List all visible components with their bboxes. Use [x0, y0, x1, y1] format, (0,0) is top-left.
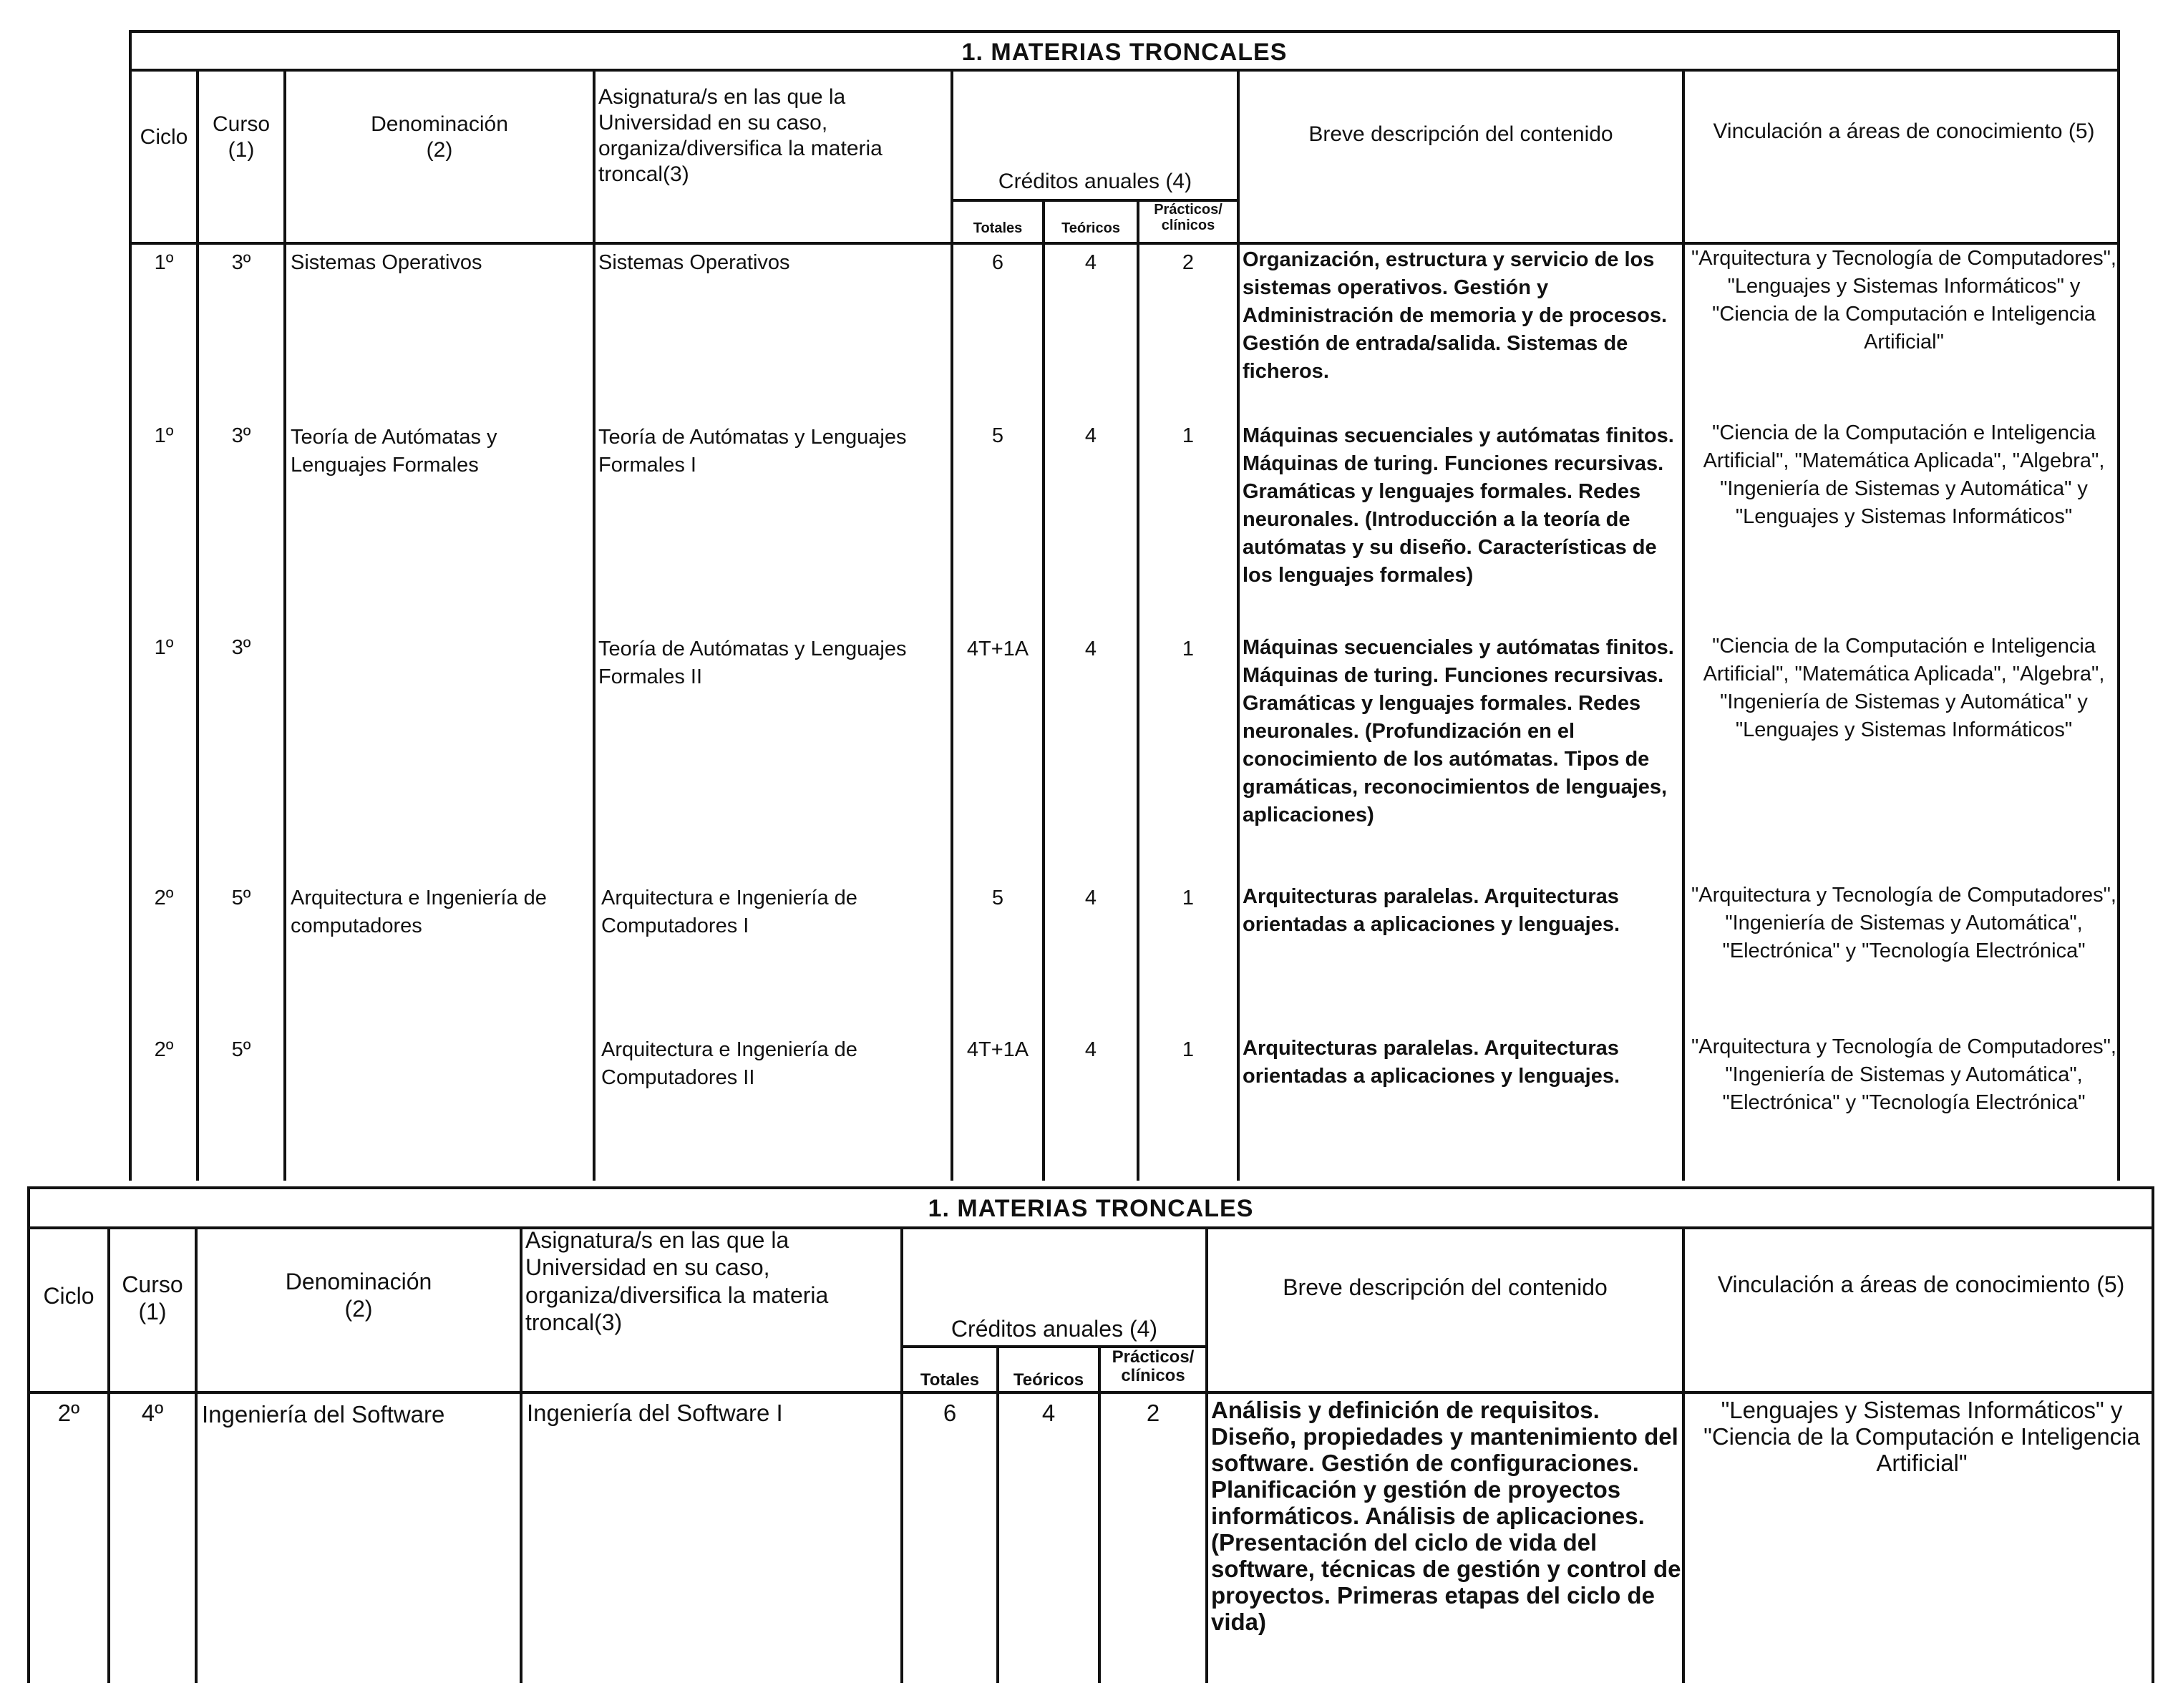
cell-descripcion: Organización, estructura y servicio de los sistemas operativos. Gestión y Administración de memoria y de procesos. Gestión de entrada/salida. Sistemas de ficheros. [1243, 248, 1668, 383]
cell-ciclo: 2º [154, 887, 174, 909]
header-curso: Curso (1) [212, 112, 271, 162]
cell-totales: 4T+1A [966, 1038, 1029, 1061]
table-materias-troncales-2 [27, 1186, 2154, 1683]
cell-teoricos: 4 [1084, 887, 1097, 909]
header-descripcion: Breve descripción del contenido [1308, 122, 1613, 146]
header-totales: Totales [973, 220, 1023, 236]
cell-vinculacion: "Arquitectura y Tecnología de Computadores", "Ingeniería de Sistemas y Automática", "Electrónica" y "Tecnología Electrónica" [1691, 1035, 2116, 1114]
cell-denominacion: Teoría de Autómatas y Lenguajes Formales [291, 426, 497, 477]
cell-teoricos: 4 [1084, 1038, 1097, 1061]
cell-asignatura: Teoría de Autómatas y Lenguajes Formales I [598, 426, 907, 477]
cell-vinculacion: "Lenguajes y Sistemas Informáticos" y "Ciencia de la Computación e Inteligencia Artificial" [1703, 1397, 2140, 1476]
header-teoricos: Teóricos [1013, 1370, 1084, 1390]
cell-practicos: 2 [1146, 1400, 1160, 1426]
cell-curso: 3º [231, 636, 251, 659]
cell-ciclo: 1º [154, 251, 174, 274]
col-divider [900, 1226, 903, 1683]
cell-practicos: 1 [1182, 638, 1195, 660]
cell-curso: 3º [231, 424, 251, 447]
col-divider [1682, 69, 1685, 1181]
header-descripcion: Breve descripción del contenido [1283, 1274, 1608, 1300]
header-denominacion: Denominación (2) [371, 112, 508, 162]
col-divider [1237, 69, 1240, 1181]
header-creditos: Créditos anuales (4) [951, 1316, 1158, 1342]
cell-denominacion: Arquitectura e Ingeniería de computadores [291, 887, 547, 937]
cell-totales: 5 [991, 887, 1004, 909]
cell-vinculacion: "Arquitectura y Tecnología de Computadores", "Ingeniería de Sistemas y Automática", "Electrónica" y "Tecnología Electrónica" [1691, 884, 2116, 962]
cell-ciclo: 2º [154, 1038, 174, 1061]
cell-ciclo: 1º [154, 424, 174, 447]
cell-denominacion: Sistemas Operativos [291, 251, 482, 274]
cell-curso: 5º [231, 887, 251, 909]
cell-practicos: 1 [1182, 887, 1195, 909]
cell-descripcion: Arquitecturas paralelas. Arquitecturas orientadas a aplicaciones y lenguajes. [1243, 885, 1620, 936]
cell-asignatura: Teoría de Autómatas y Lenguajes Formales II [598, 638, 907, 688]
cell-descripcion: Máquinas secuenciales y autómatas finitos. Máquinas de turing. Funciones recursivas. Gramáticas y lenguajes formales. Redes neuronales. (Introducción a la teoría de autómatas y su diseño. Características de los lenguajes formales) [1243, 424, 1674, 587]
col-divider [1098, 1345, 1101, 1683]
header-creditos: Créditos anuales (4) [998, 170, 1192, 193]
cell-asignatura: Arquitectura e Ingeniería de Computadores I [601, 887, 857, 937]
cell-teoricos: 4 [1084, 638, 1097, 660]
cell-curso: 5º [231, 1038, 251, 1061]
cell-teoricos: 4 [1084, 424, 1097, 447]
col-divider [996, 1345, 999, 1683]
header-ciclo: Ciclo [43, 1283, 94, 1309]
cell-asignatura: Ingeniería del Software I [527, 1400, 783, 1426]
cell-totales: 6 [991, 251, 1004, 274]
col-divider [520, 1226, 522, 1683]
header-totales: Totales [920, 1370, 980, 1390]
cell-ciclo: 1º [154, 636, 174, 659]
cell-curso: 3º [231, 251, 251, 274]
cell-descripcion: Análisis y definición de requisitos. Diseño, propiedades y mantenimiento del software. Gestión de configuraciones. Planificación y gestión de proyectos informáticos. Análisis de aplicaciones. (Presentación del ciclo de vida del software, técnicas de gestión y control de proyectos. Primeras etapas del ciclo de vida) [1211, 1397, 1681, 1635]
header-ciclo: Ciclo [140, 125, 188, 149]
divider [132, 69, 2117, 72]
col-divider [1042, 199, 1045, 1181]
cell-practicos: 1 [1182, 1038, 1195, 1061]
cell-denominacion: Ingeniería del Software [202, 1401, 445, 1428]
cell-teoricos: 4 [1084, 251, 1097, 274]
cell-vinculacion: "Ciencia de la Computación e Inteligencia Artificial", "Matemática Aplicada", "Algebra", "Ingeniería de Sistemas y Automática" y "Lenguajes y Sistemas Informáticos" [1703, 421, 2105, 528]
table-materias-troncales-1 [129, 30, 2120, 1181]
col-divider [593, 69, 595, 1181]
header-asignaturas: Asignatura/s en las que la Universidad en su caso, organiza/diversifica la materia troncal(3) [598, 85, 883, 186]
col-divider [283, 69, 286, 1181]
header-teoricos: Teóricos [1061, 220, 1120, 236]
cell-ciclo: 2º [57, 1400, 80, 1426]
cell-asignatura: Arquitectura e Ingeniería de Computadores II [601, 1038, 857, 1089]
cell-practicos: 2 [1182, 251, 1195, 274]
col-divider [1137, 199, 1139, 1181]
cell-totales: 4T+1A [966, 638, 1029, 660]
header-vinculacion: Vinculación a áreas de conocimiento (5) [1713, 119, 2095, 143]
col-divider [196, 69, 199, 1181]
header-curso: Curso (1) [122, 1272, 183, 1325]
cell-teoricos: 4 [1041, 1400, 1056, 1426]
header-bottom-line [30, 1391, 2152, 1394]
divider [30, 1226, 2152, 1229]
cell-descripcion: Arquitecturas paralelas. Arquitecturas orientadas a aplicaciones y lenguajes. [1243, 1037, 1620, 1088]
header-practicos: Prácticos/ clínicos [1154, 202, 1222, 233]
cell-asignatura: Sistemas Operativos [598, 251, 790, 274]
cell-totales: 6 [943, 1400, 957, 1426]
cell-totales: 5 [991, 424, 1004, 447]
header-denominacion: Denominación (2) [285, 1269, 432, 1322]
table-title: 1. MATERIAS TRONCALES [961, 39, 1288, 66]
cell-practicos: 1 [1182, 424, 1195, 447]
header-asignaturas: Asignatura/s en las que la Universidad en su caso, organiza/diversifica la materia troncal(3) [525, 1227, 829, 1336]
cell-vinculacion: "Arquitectura y Tecnología de Computadores", "Lenguajes y Sistemas Informáticos" y "Ciencia de la Computación e Inteligencia Artificial" [1691, 247, 2116, 353]
table-title: 1. MATERIAS TRONCALES [928, 1195, 1254, 1222]
header-vinculacion: Vinculación a áreas de conocimiento (5) [1717, 1272, 2125, 1297]
cell-curso: 4º [141, 1400, 164, 1426]
cell-vinculacion: "Ciencia de la Computación e Inteligencia Artificial", "Matemática Aplicada", "Algebra", "Ingeniería de Sistemas y Automática" y "Lenguajes y Sistemas Informáticos" [1703, 635, 2105, 741]
cell-descripcion: Máquinas secuenciales y autómatas finitos. Máquinas de turing. Funciones recursivas. Gramáticas y lenguajes formales. Redes neuronales. (Profundización en el conocimiento de los autómatas. Tipos de gramáticas, reconocimientos de lenguajes, aplicaciones) [1243, 636, 1674, 826]
header-practicos: Prácticos/ clínicos [1112, 1347, 1195, 1386]
